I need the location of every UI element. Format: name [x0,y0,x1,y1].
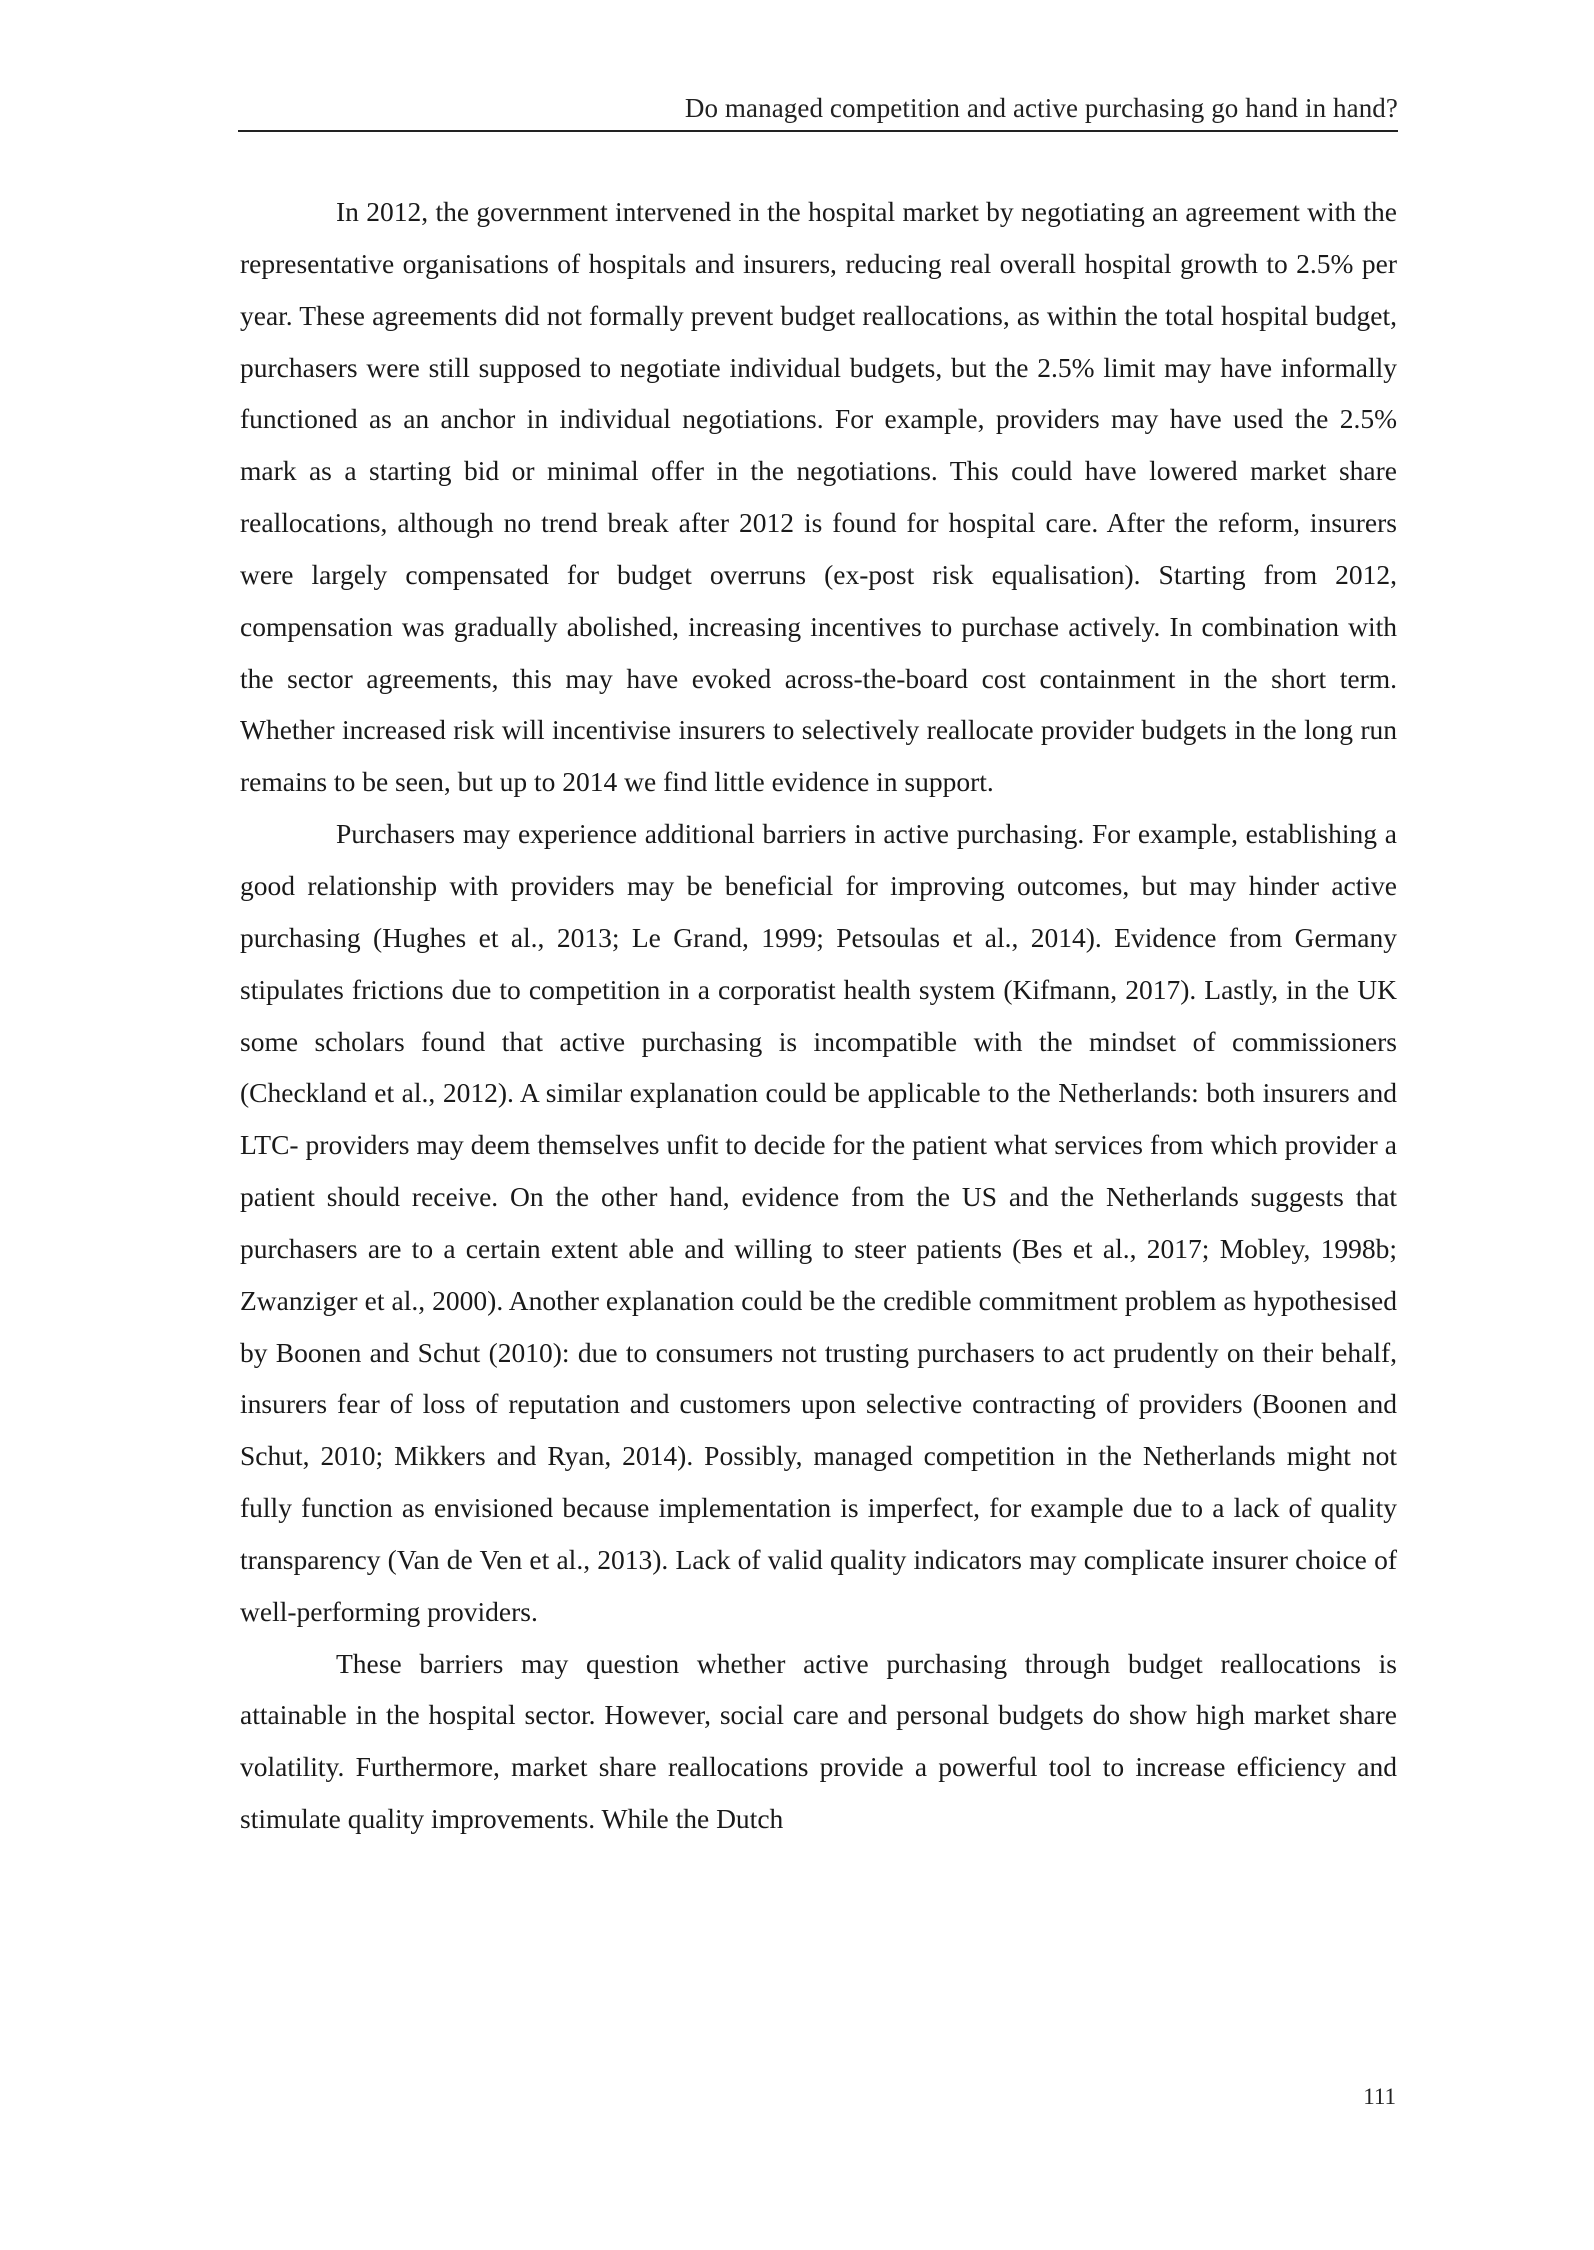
body-text [240,186,1397,1845]
header-rule [238,130,1398,132]
paragraph: These barriers may question whether active purchasing through budget reallocations is attainable in the hospital sector. However, social care and personal budgets do show high market share volatility. Furthermore, market share reallocations provide a powerful tool to increase efficiency and stimulate quality improvements. While the Dutch [240,1647,1397,1835]
page-number: 111 [1363,2084,1396,2109]
paragraph: Purchasers may experience additional barriers in active purchasing. For example, establishing a good relationship with providers may be beneficial for improving outcomes, but may hinder active purchasing (Hughes et al., 2013; Le Grand, 1999; Petsoulas et al., 2014). Evidence from Germany stipulates frictions due to competition in a corporatist health system (Kifmann, 2017). Lastly, in the UK some scholars found that active purchasing is incompatible with the mindset of commissioners (Checkland et al., 2012). A similar explanation could be applicable to the Netherlands: both insurers and LTC- providers may deem themselves unfit to decide for the patient what services from which provider a patient should receive. On the other hand, evidence from the US and the Netherlands suggests that purchasers are to a certain extent able and willing to steer patients (Bes et al., 2017; Mobley, 1998b; Zwanziger et al., 2000). Another explanation could be the credible commitment problem as hypothesised by Boonen and Schut (2010): due to consumers not trusting purchasers to act prudently on their behalf, insurers fear of loss of reputation and customers upon selective contracting of providers (Boonen and Schut, 2010; Mikkers and Ryan, 2014). Possibly, managed competition in the Netherlands might not fully function as envisioned because implementation is imperfect, for example due to a lack of quality transparency (Van de Ven et al., 2013). Lack of valid quality indicators may complicate insurer choice of well-performing providers. [240,818,1397,1627]
running-header: Do managed competition and active purchasing go hand in hand? [684,93,1398,123]
paragraph: In 2012, the government intervened in the hospital market by negotiating an agreement with the representative organisations of hospitals and insurers, reducing real overall hospital growth to 2.5% per year. These agreements did not formally prevent budget reallocations, as within the total hospital budget, purchasers were still supposed to negotiate individual budgets, but the 2.5% limit may have informally functioned as an anchor in individual negotiations. For example, providers may have used the 2.5% mark as a starting bid or minimal offer in the negotiations. This could have lowered market share reallocations, although no trend break after 2012 is found for hospital care. After the reform, insurers were largely compensated for budget overruns (ex-post risk equalisation). Starting from 2012, compensation was gradually abolished, increasing incentives to purchase actively. In combination with the sector agreements, this may have evoked across-the-board cost containment in the short term. Whether increased risk will incentivise insurers to selectively reallocate provider budgets in the long run remains to be seen, but up to 2014 we find little evidence in support. [240,196,1397,798]
